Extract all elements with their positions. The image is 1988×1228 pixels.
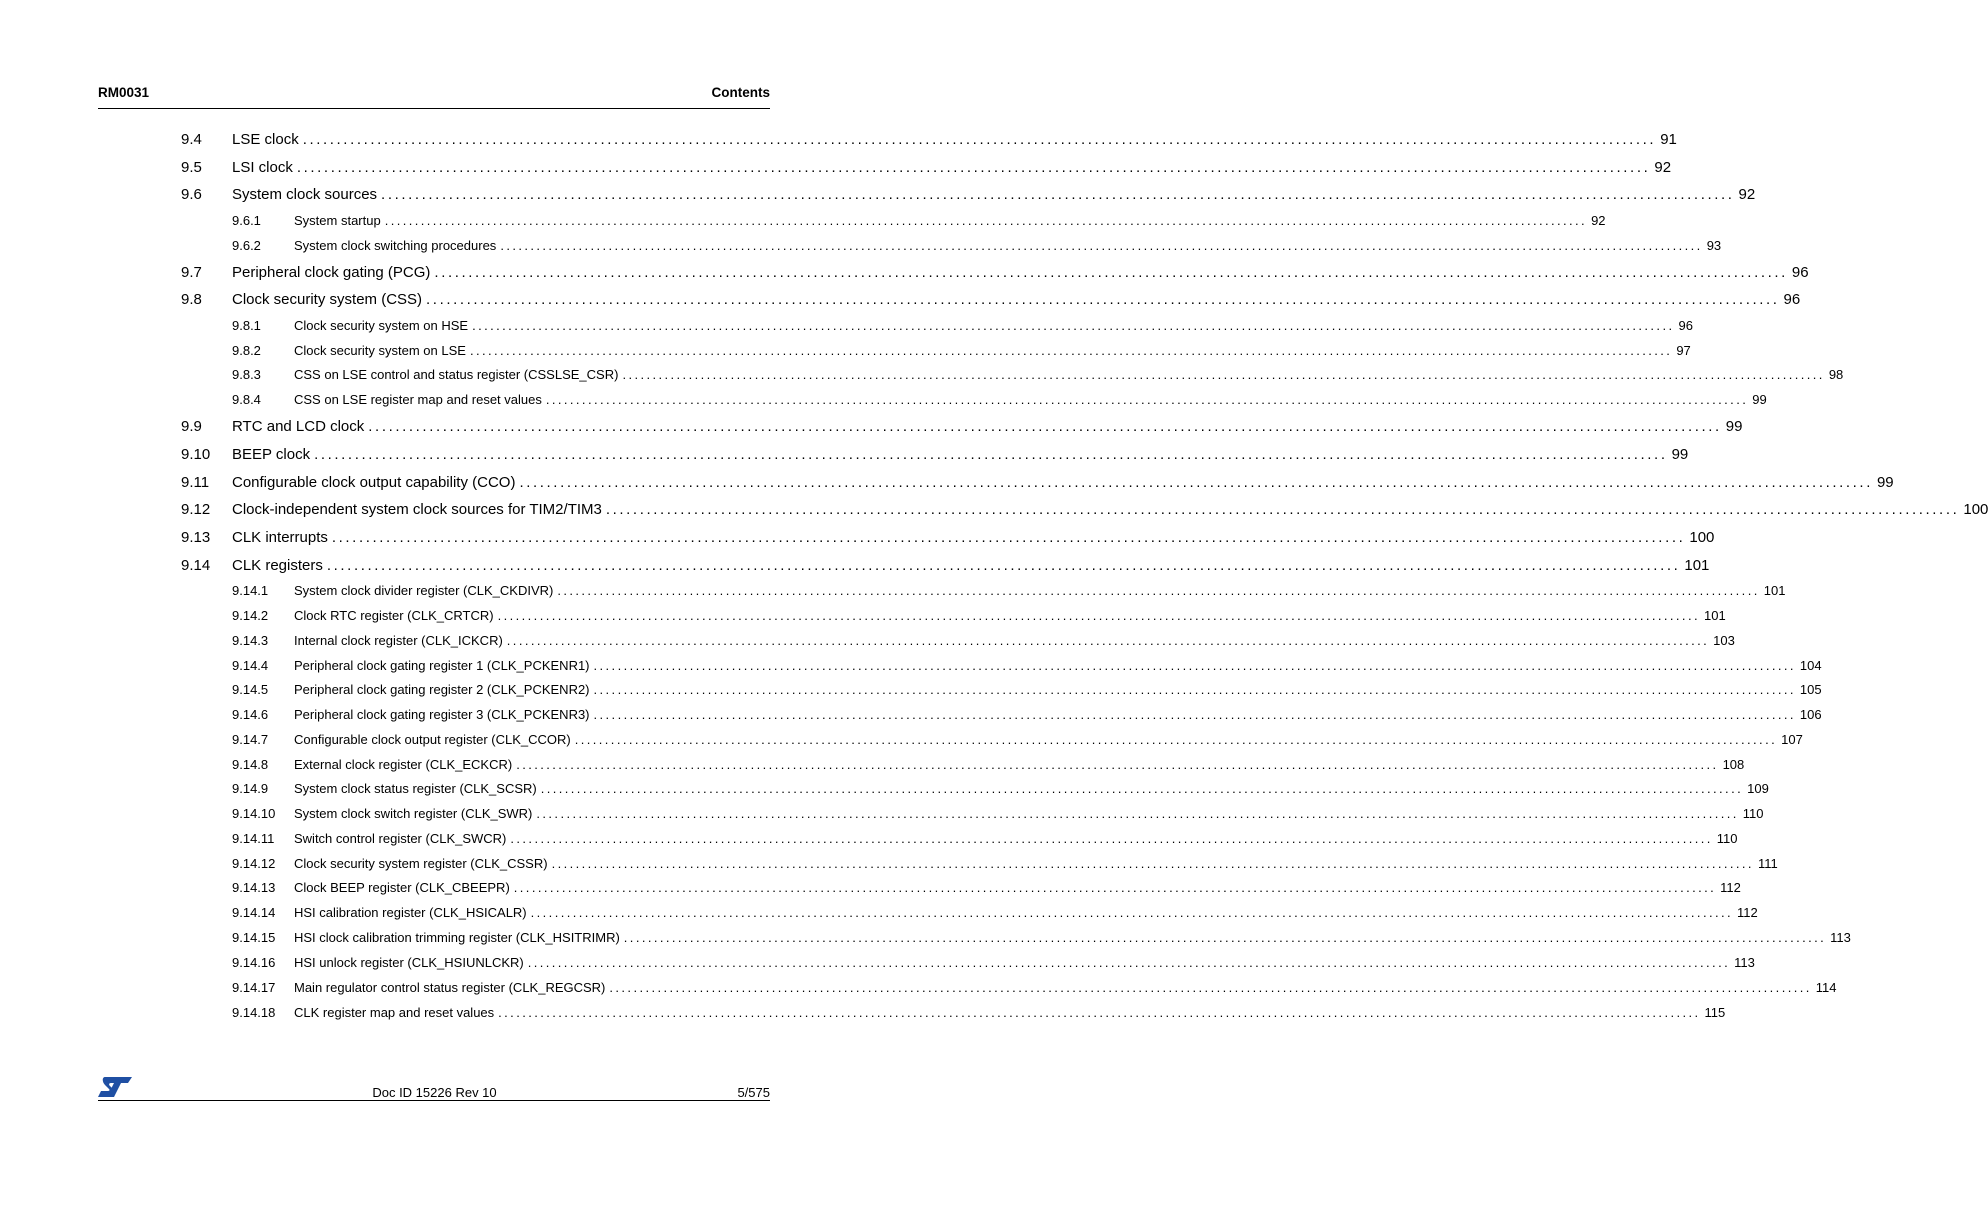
toc-entry-page[interactable]: 93 [1706, 238, 1722, 253]
toc-entry-number: 9.6 [181, 186, 202, 203]
toc-leader-dots: ........................................................................................................................................................................................................ [500, 238, 1703, 253]
footer-divider [98, 1100, 770, 1101]
toc-entry-page[interactable]: 99 [1752, 392, 1767, 407]
toc-leader-dots: ........................................................................................................................................................................................................ [302, 131, 1657, 148]
toc-entry-title[interactable]: Clock security system register (CLK_CSSR) [294, 856, 548, 871]
toc-leader-dots: ........................................................................................................................................................................................................ [314, 446, 1668, 463]
toc-entry-number: 9.14.15 [232, 930, 276, 945]
toc-entry-page[interactable]: 101 [1703, 608, 1726, 623]
toc-entry-title[interactable]: RTC and LCD clock [232, 418, 365, 435]
toc-entry-page[interactable]: 110 [1742, 806, 1764, 821]
toc-leader-dots: ........................................................................................................................................................................................................ [540, 781, 1744, 796]
toc-entry-page[interactable]: 113 [1830, 930, 1851, 945]
toc-leader-dots: ........................................................................................................................................................................................................ [368, 418, 1722, 435]
toc-entry-title[interactable]: BEEP clock [232, 446, 311, 463]
toc-leader-dots: ........................................................................................................................................................................................................ [497, 608, 1700, 623]
toc-leader-dots: ........................................................................................................................................................................................................ [519, 474, 1873, 491]
toc-entry-number: 9.14.8 [232, 757, 269, 772]
toc-entry-title[interactable]: Internal clock register (CLK_ICKCR) [294, 633, 503, 648]
toc-entry-number: 9.14.1 [232, 583, 269, 598]
toc-entry-number: 9.14.3 [232, 633, 269, 648]
toc-entry-number: 9.14.14 [232, 905, 276, 920]
toc-entry-page[interactable]: 99 [1876, 474, 1894, 491]
toc-entry-number: 9.14.11 [232, 831, 275, 846]
toc-entry-number: 9.6.1 [232, 213, 261, 228]
toc-leader-dots: ........................................................................................................................................................................................................ [557, 583, 1760, 598]
toc-entry-page[interactable]: 98 [1828, 367, 1844, 382]
toc-entry-title[interactable]: LSI clock [232, 159, 293, 176]
toc-entry-page[interactable]: 106 [1799, 707, 1822, 722]
toc-entry-page[interactable]: 105 [1799, 682, 1822, 697]
toc-leader-dots: ........................................................................................................................................................................................................ [469, 343, 1673, 358]
toc-leader-dots: ........................................................................................................................................................................................................ [623, 930, 1827, 945]
toc-leader-dots: ........................................................................................................................................................................................................ [530, 905, 1734, 920]
toc-entry-title[interactable]: System clock switching procedures [294, 238, 497, 253]
toc-entry-page[interactable]: 92 [1654, 159, 1672, 176]
toc-entry-title[interactable]: HSI unlock register (CLK_HSIUNLCKR) [294, 955, 524, 970]
toc-entry-title[interactable]: Configurable clock output capability (CCO) [232, 474, 516, 491]
toc-entry-title[interactable]: Configurable clock output register (CLK_CCOR) [294, 732, 571, 747]
toc-entry-title[interactable]: Clock security system on LSE [294, 343, 466, 358]
toc-entry-title[interactable]: System clock sources [232, 186, 378, 203]
toc-entry-number: 9.8.3 [232, 367, 261, 382]
toc-leader-dots: ........................................................................................................................................................................................................ [545, 392, 1749, 407]
header-section-title: Contents [711, 85, 770, 100]
toc-entry-title[interactable]: Clock RTC register (CLK_CRTCR) [294, 608, 494, 623]
toc-entry-title[interactable]: HSI clock calibration trimming register (CLK_HSITRIMR) [294, 930, 620, 945]
toc-leader-dots: ........................................................................................................................................................................................................ [384, 213, 1588, 228]
toc-leader-dots: ........................................................................................................................................................................................................ [551, 856, 1754, 871]
toc-entry-number: 9.14.16 [232, 955, 276, 970]
toc-entry-number: 9.14.13 [232, 880, 276, 895]
toc-entry-number: 9.7 [181, 264, 202, 281]
toc-entry-title[interactable]: CLK register map and reset values [294, 1005, 495, 1020]
header-doc-id: RM0031 [98, 85, 150, 100]
footer-page-number: 5/575 [737, 1085, 770, 1100]
toc-entry-number: 9.5 [181, 159, 202, 176]
toc-entry-number: 9.8.1 [232, 318, 261, 333]
footer-doc-ref: Doc ID 15226 Rev 10 [372, 1085, 497, 1100]
toc-entry-page[interactable]: 100 [1689, 529, 1715, 546]
toc-entry-title[interactable]: Switch control register (CLK_SWCR) [294, 831, 507, 846]
toc-entry-page[interactable]: 96 [1783, 291, 1801, 308]
toc-leader-dots: ........................................................................................................................................................................................................ [498, 1005, 1701, 1020]
toc-entry-title[interactable]: System clock status register (CLK_SCSR) [294, 781, 537, 796]
toc-entry-title[interactable]: HSI calibration register (CLK_HSICALR) [294, 905, 527, 920]
toc-leader-dots: ........................................................................................................................................................................................................ [605, 501, 1960, 518]
toc-entry-number: 9.6.2 [232, 238, 261, 253]
toc-entry-number: 9.14.9 [232, 781, 269, 796]
toc-entry-page[interactable]: 108 [1722, 757, 1745, 772]
toc-entry-number: 9.14.12 [232, 856, 276, 871]
toc-entry-page[interactable]: 101 [1684, 557, 1710, 574]
toc-entry-number: 9.8.4 [232, 392, 261, 407]
toc-leader-dots: ........................................................................................................................................................................................................ [593, 658, 1796, 673]
toc-entry-number: 9.14.7 [232, 732, 269, 747]
toc-leader-dots: ........................................................................................................................................................................................................ [510, 831, 1713, 846]
toc-entry-title[interactable]: Peripheral clock gating (PCG) [232, 264, 431, 281]
toc-leader-dots: ........................................................................................................................................................................................................ [506, 633, 1710, 648]
toc-entry-number: 9.9 [181, 418, 202, 435]
toc-entry-number: 9.12 [181, 501, 211, 518]
toc-leader-dots: ........................................................................................................................................................................................................ [381, 186, 1735, 203]
toc-leader-dots: ........................................................................................................................................................................................................ [536, 806, 1739, 821]
toc-entry-title[interactable]: CSS on LSE control and status register (CSSLSE_CSR) [294, 367, 619, 382]
toc-entry-page[interactable]: 92 [1591, 213, 1606, 228]
toc-entry-number: 9.14.2 [232, 608, 269, 623]
toc-entry-page[interactable]: 92 [1738, 186, 1756, 203]
toc-entry-number: 9.14.5 [232, 682, 269, 697]
toc-entry-number: 9.10 [181, 446, 211, 463]
toc-entry-page[interactable]: 104 [1799, 658, 1822, 673]
toc-leader-dots: ........................................................................................................................................................................................................ [472, 318, 1675, 333]
toc-entry-page[interactable]: 96 [1791, 264, 1809, 281]
toc-leader-dots: ........................................................................................................................................................................................................ [331, 529, 1686, 546]
toc-entry-page[interactable]: 91 [1660, 131, 1677, 148]
toc-entry-page[interactable]: 97 [1676, 343, 1691, 358]
toc-entry-title[interactable]: Clock BEEP register (CLK_CBEEPR) [294, 880, 510, 895]
toc-entry-page[interactable]: 103 [1713, 633, 1735, 648]
toc-entry-number: 9.14.4 [232, 658, 269, 673]
toc-leader-dots: ........................................................................................................................................................................................................ [326, 557, 1681, 574]
toc-entry-number: 9.13 [181, 529, 211, 546]
toc-entry-title[interactable]: Main regulator control status register (CLK_REGCSR) [294, 980, 606, 995]
toc-entry-title[interactable]: Clock security system on HSE [294, 318, 469, 333]
toc-entry-page[interactable]: 112 [1737, 905, 1758, 920]
toc-entry-title[interactable]: System clock switch register (CLK_SWR) [294, 806, 533, 821]
toc-entry-title[interactable]: Peripheral clock gating register 2 (CLK_PCKENR2) [294, 682, 590, 697]
toc-leader-dots: ........................................................................................................................................................................................................ [593, 682, 1796, 697]
toc-entry-number: 9.8 [181, 291, 202, 308]
toc-entry-title[interactable]: Clock-independent system clock sources for TIM2/TIM3 [232, 501, 602, 518]
toc-leader-dots: ........................................................................................................................................................................................................ [609, 980, 1812, 995]
toc-leader-dots: ........................................................................................................................................................................................................ [513, 880, 1717, 895]
toc-entry-page[interactable]: 114 [1815, 980, 1837, 995]
toc-entry-title[interactable]: CSS on LSE register map and reset values [294, 392, 542, 407]
toc-entry-page[interactable]: 110 [1716, 831, 1738, 846]
toc-entry-page[interactable]: 99 [1725, 418, 1743, 435]
toc-entry-number: 9.4 [181, 131, 202, 148]
toc-entry-number: 9.14.18 [232, 1005, 276, 1020]
toc-entry-page[interactable]: 113 [1734, 955, 1755, 970]
toc-entry-title[interactable]: System startup [294, 213, 381, 228]
toc-entry-page[interactable]: 109 [1747, 781, 1769, 796]
toc-entry-page[interactable]: 115 [1704, 1005, 1726, 1020]
toc-entry-title[interactable]: Peripheral clock gating register 3 (CLK_PCKENR3) [294, 707, 590, 722]
toc-entry-title[interactable]: CLK interrupts [232, 529, 328, 546]
toc-leader-dots: ........................................................................................................................................................................................................ [527, 955, 1731, 970]
toc-leader-dots: ........................................................................................................................................................................................................ [516, 757, 1719, 772]
toc-entry-title[interactable]: External clock register (CLK_ECKCR) [294, 757, 513, 772]
toc-entry-title[interactable]: Peripheral clock gating register 1 (CLK_PCKENR1) [294, 658, 590, 673]
toc-entry-page[interactable]: 101 [1763, 583, 1786, 598]
toc-entry-number: 9.14.17 [232, 980, 276, 995]
toc-leader-dots: ........................................................................................................................................................................................................ [574, 732, 1778, 747]
toc-entry-page[interactable]: 96 [1678, 318, 1693, 333]
header-divider [98, 108, 770, 109]
toc-entry-page[interactable]: 107 [1781, 732, 1803, 747]
toc-entry-page[interactable]: 112 [1720, 880, 1741, 895]
toc-entry-title[interactable]: Clock security system (CSS) [232, 291, 423, 308]
toc-leader-dots: ........................................................................................................................................................................................................ [426, 291, 1780, 308]
toc-leader-dots: ........................................................................................................................................................................................................ [622, 367, 1825, 382]
toc-leader-dots: ........................................................................................................................................................................................................ [593, 707, 1796, 722]
toc-leader-dots: ........................................................................................................................................................................................................ [296, 159, 1651, 176]
toc-entry-title[interactable]: System clock divider register (CLK_CKDIVR) [294, 583, 554, 598]
toc-entry-page[interactable]: 99 [1671, 446, 1689, 463]
toc-entry-number: 9.8.2 [232, 343, 261, 358]
toc-leader-dots: ........................................................................................................................................................................................................ [434, 264, 1788, 281]
toc-entry-number: 9.14.10 [232, 806, 276, 821]
toc-entry-title[interactable]: CLK registers [232, 557, 323, 574]
toc-entry-page[interactable]: 111 [1757, 856, 1778, 871]
toc-entry-number: 9.14 [181, 557, 211, 574]
toc-entry-number: 9.11 [181, 474, 210, 491]
toc-entry-title[interactable]: LSE clock [232, 131, 299, 148]
toc-entry-page[interactable]: 100 [1963, 501, 1988, 518]
toc-entry-number: 9.14.6 [232, 707, 269, 722]
